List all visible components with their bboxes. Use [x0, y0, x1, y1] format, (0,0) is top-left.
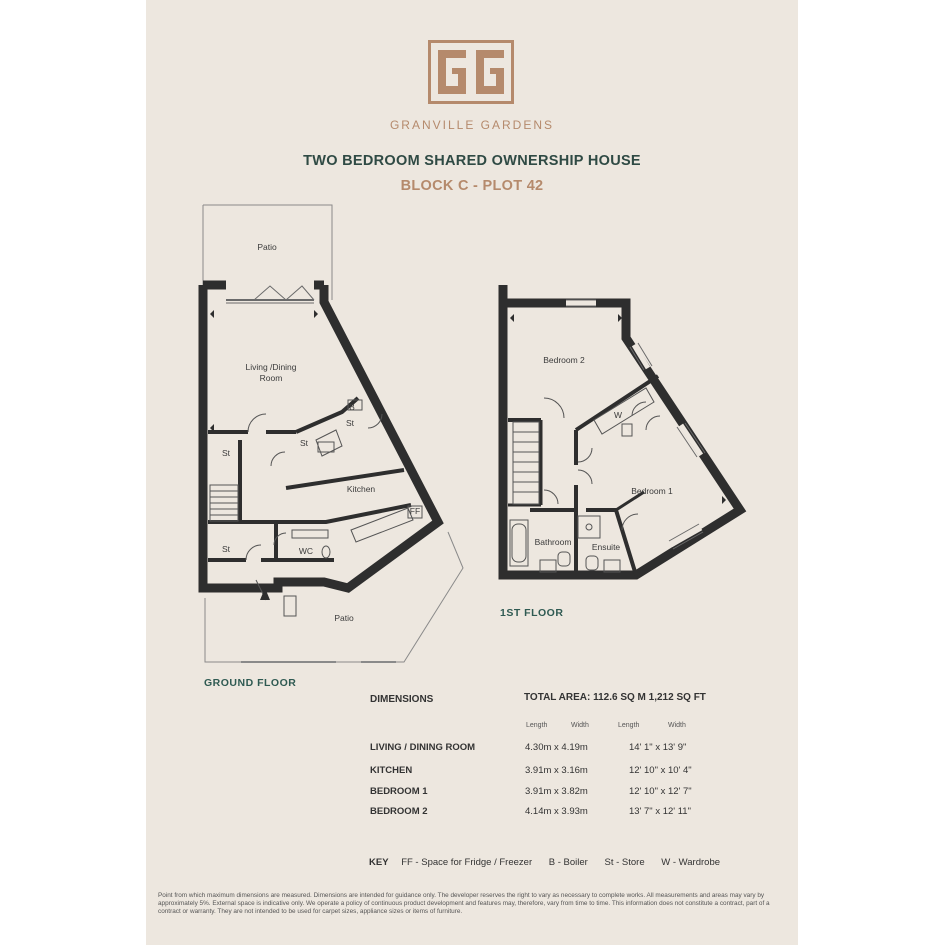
- col-length-metric: Length: [526, 722, 548, 729]
- key-item-fridge: FF - Space for Fridge / Freezer: [401, 857, 533, 868]
- room-bathroom: Bathroom: [534, 537, 572, 547]
- ground-floor-label: GROUND FLOOR: [204, 677, 297, 689]
- room-fridge: FF: [409, 506, 421, 516]
- dimension-imperial: 13' 7" x 12' 11": [629, 806, 691, 817]
- room-store-bottom: St: [221, 544, 231, 554]
- disclaimer-text: Point from which maximum dimensions are measured. Dimensions are intended for guidance only. The developer reserves the right to vary as necessary to complete works. All measurements and areas may vary by approximately 5%. External space is indicative only. We operate a policy of continuous product development and features may, therefore, vary from time to time. This information does not constitute a contract, part of a contract or warranty. They are not intended to be used for carpet sizes, appliance sizes or items of furniture.: [158, 892, 770, 915]
- dimension-imperial: 12' 10" x 10' 4": [629, 765, 692, 776]
- key-item-wardrobe: W - Wardrobe: [661, 857, 721, 868]
- first-floor-plan: [500, 285, 740, 619]
- room-wc: WC: [298, 546, 314, 556]
- floor-plans: [146, 0, 798, 945]
- brochure-page: [146, 0, 798, 945]
- total-area: TOTAL AREA: 112.6 SQ M 1,212 SQ FT: [524, 692, 706, 703]
- room-patio-top: Patio: [257, 242, 277, 252]
- room-store-kitchen: St: [345, 418, 355, 428]
- col-length-imperial: Length: [618, 722, 640, 729]
- dimension-metric: 3.91m x 3.16m: [525, 765, 588, 776]
- dimensions-heading: DIMENSIONS: [370, 694, 434, 705]
- col-width-metric: Width: [571, 722, 589, 729]
- dimension-imperial: 12' 10" x 12' 7": [629, 786, 692, 797]
- room-ensuite: Ensuite: [591, 542, 621, 552]
- room-store-left: St: [221, 448, 231, 458]
- key-legend: [369, 857, 734, 868]
- room-bedroom-1: Bedroom 1: [631, 486, 673, 496]
- dimension-room: BEDROOM 1: [370, 786, 428, 797]
- room-wardrobe: W: [613, 410, 623, 420]
- room-patio-bottom: Patio: [334, 613, 354, 623]
- key-item-boiler: B - Boiler: [548, 857, 588, 868]
- ground-floor-plan: [203, 205, 463, 689]
- dimension-metric: 4.30m x 4.19m: [525, 742, 588, 753]
- key-item-store: St - Store: [604, 857, 645, 868]
- dimension-room: LIVING / DINING ROOM: [370, 742, 476, 753]
- plot-subtitle: BLOCK C - PLOT 42: [400, 178, 544, 194]
- room-boiler: B: [349, 402, 355, 412]
- brand-name: GRANVILLE GARDENS: [389, 118, 555, 132]
- room-bedroom-2: Bedroom 2: [543, 355, 585, 365]
- dimension-room: BEDROOM 2: [370, 806, 428, 817]
- dimension-room: KITCHEN: [370, 765, 413, 776]
- room-kitchen: Kitchen: [346, 484, 376, 494]
- room-living-line2: Room: [259, 373, 283, 383]
- col-width-imperial: Width: [668, 722, 686, 729]
- dimension-imperial: 14' 1" x 13' 9": [629, 742, 687, 753]
- dimension-metric: 4.14m x 3.93m: [525, 806, 588, 817]
- room-living-line1: Living /Dining: [245, 362, 297, 372]
- first-floor-label: 1ST FLOOR: [500, 607, 564, 619]
- key-label: KEY: [369, 857, 389, 868]
- room-store-hall: St: [299, 438, 309, 448]
- page-title: TWO BEDROOM SHARED OWNERSHIP HOUSE: [303, 153, 641, 169]
- dimension-metric: 3.91m x 3.82m: [525, 786, 588, 797]
